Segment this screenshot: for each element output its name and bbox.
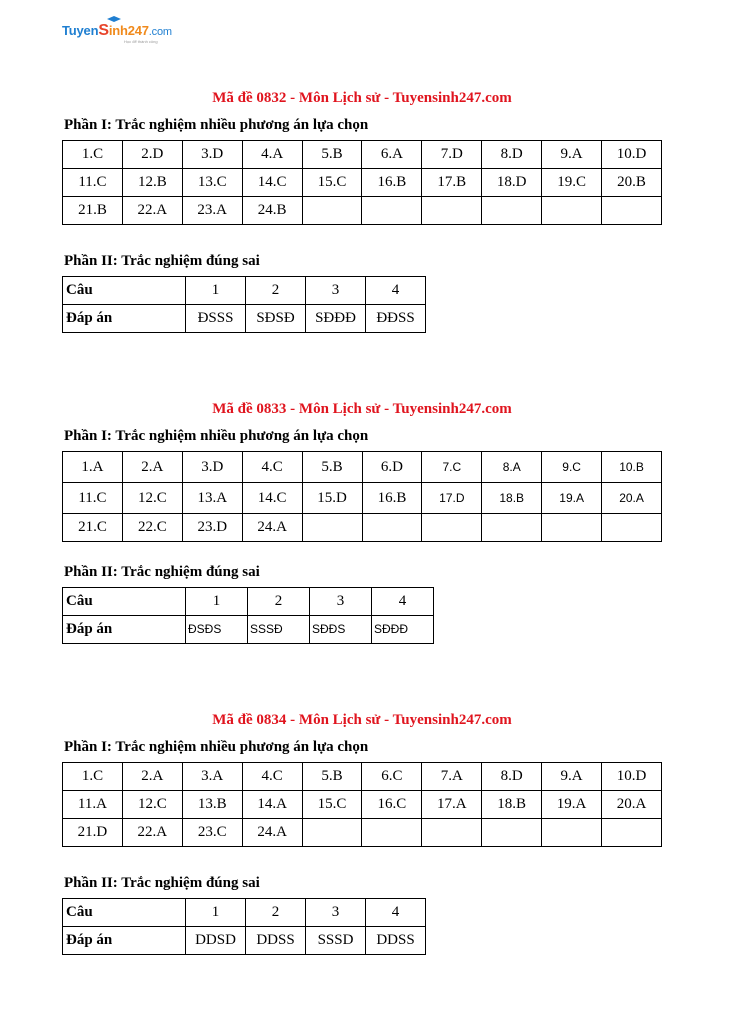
header-label-cell: Câu: [63, 588, 186, 616]
answer-cell: SĐĐS: [310, 616, 372, 644]
answer-cell: SĐSĐ: [246, 305, 306, 333]
answer-cell: 8.D: [482, 763, 542, 791]
question-number-cell: 3: [306, 899, 366, 927]
answer-cell: 19.C: [542, 169, 602, 197]
table-row: [63, 791, 662, 819]
answer-cell: 3.A: [182, 763, 242, 791]
answer-cell: 4.C: [242, 763, 302, 791]
multiple-choice-table: [62, 140, 662, 225]
part2-title: Phần II: Trắc nghiệm đúng sai: [64, 564, 260, 580]
answer-label-cell: Đáp án: [63, 305, 186, 333]
site-logo: [62, 18, 192, 44]
answer-cell: [542, 514, 602, 542]
answer-cell: [302, 819, 362, 847]
answer-cell: 20.A: [602, 483, 662, 514]
answer-cell: 9.C: [542, 452, 602, 483]
answer-cell: 8.A: [482, 452, 542, 483]
answer-cell: 11.C: [63, 483, 123, 514]
table-row: [63, 452, 662, 483]
answer-cell: 6.A: [362, 141, 422, 169]
answer-cell: 23.A: [182, 197, 242, 225]
answer-cell: 17.D: [422, 483, 482, 514]
answer-cell: 10.D: [602, 141, 662, 169]
table-row: [63, 197, 662, 225]
table-row: [63, 483, 662, 514]
part2-title: Phần II: Trắc nghiệm đúng sai: [64, 875, 260, 891]
answer-cell: 19.A: [542, 483, 602, 514]
answer-cell: SĐĐĐ: [372, 616, 434, 644]
answer-cell: 14.C: [242, 483, 302, 514]
answer-cell: 3.D: [182, 141, 242, 169]
answer-cell: [482, 197, 542, 225]
question-number-cell: 4: [372, 588, 434, 616]
answer-cell: 5.B: [302, 763, 362, 791]
answer-cell: 16.C: [362, 791, 422, 819]
answer-cell: 9.A: [542, 763, 602, 791]
answer-cell: 5.B: [302, 452, 362, 483]
answer-cell: 24.A: [242, 514, 302, 542]
answer-cell: 16.B: [362, 483, 422, 514]
answer-cell: 12.C: [122, 791, 182, 819]
answer-cell: [602, 819, 662, 847]
answer-cell: [602, 514, 662, 542]
answer-cell: 18.B: [482, 791, 542, 819]
answer-cell: 10.B: [602, 452, 662, 483]
part1-title: Phần I: Trắc nghiệm nhiều phương án lựa chọn: [64, 117, 369, 133]
answer-cell: [542, 197, 602, 225]
question-number-cell: 1: [186, 588, 248, 616]
table-row: [63, 141, 662, 169]
table-row: [63, 305, 426, 333]
answer-cell: 21.C: [63, 514, 123, 542]
table-row: [63, 927, 426, 955]
logo-tagline: Học để thành công: [124, 39, 158, 44]
table-row: [63, 514, 662, 542]
answer-cell: 7.A: [422, 763, 482, 791]
answer-cell: [422, 197, 482, 225]
question-number-cell: 4: [366, 899, 426, 927]
answer-cell: 1.C: [63, 763, 123, 791]
answer-cell: [542, 819, 602, 847]
answer-cell: 14.C: [242, 169, 302, 197]
question-number-cell: 2: [246, 277, 306, 305]
question-number-cell: 1: [186, 277, 246, 305]
exam-code-title: Mã đề 0834 - Môn Lịch sử - Tuyensinh247.com: [212, 712, 512, 728]
answer-cell: 22.A: [122, 819, 182, 847]
answer-cell: ĐĐSS: [366, 305, 426, 333]
answer-cell: 8.D: [482, 141, 542, 169]
answer-cell: 19.A: [542, 791, 602, 819]
answer-cell: 15.D: [302, 483, 362, 514]
answer-cell: [422, 819, 482, 847]
answer-cell: 7.D: [422, 141, 482, 169]
answer-cell: [302, 514, 362, 542]
part2-title: Phần II: Trắc nghiệm đúng sai: [64, 253, 260, 269]
answer-cell: 12.C: [122, 483, 182, 514]
answer-cell: 24.A: [242, 819, 302, 847]
answer-cell: [422, 514, 482, 542]
answer-cell: 1.C: [63, 141, 123, 169]
answer-cell: 22.C: [122, 514, 182, 542]
answer-cell: SSSĐ: [248, 616, 310, 644]
table-row: [63, 819, 662, 847]
question-number-cell: 2: [246, 899, 306, 927]
answer-cell: 14.A: [242, 791, 302, 819]
header-label-cell: Câu: [63, 899, 186, 927]
table-row: [63, 588, 434, 616]
answer-cell: 23.C: [182, 819, 242, 847]
answer-cell: [362, 197, 422, 225]
answer-cell: SĐĐĐ: [306, 305, 366, 333]
answer-cell: 2.A: [122, 763, 182, 791]
answer-cell: 17.A: [422, 791, 482, 819]
answer-cell: [482, 514, 542, 542]
logo-wordmark: TuyenSinh247.com: [62, 22, 172, 39]
answer-cell: [362, 819, 422, 847]
answer-cell: 9.A: [542, 141, 602, 169]
table-row: [63, 763, 662, 791]
answer-cell: 23.D: [182, 514, 242, 542]
answer-cell: 13.B: [182, 791, 242, 819]
answer-cell: [602, 197, 662, 225]
answer-cell: 5.B: [302, 141, 362, 169]
answer-cell: 3.D: [182, 452, 242, 483]
table-row: [63, 277, 426, 305]
answer-cell: ĐSĐS: [186, 616, 248, 644]
true-false-table: [62, 898, 426, 955]
answer-cell: 21.D: [63, 819, 123, 847]
answer-cell: 6.C: [362, 763, 422, 791]
true-false-table: [62, 587, 434, 644]
header-label-cell: Câu: [63, 277, 186, 305]
answer-cell: 11.C: [63, 169, 123, 197]
table-row: [63, 169, 662, 197]
question-number-cell: 3: [306, 277, 366, 305]
question-number-cell: 2: [248, 588, 310, 616]
answer-cell: 4.A: [242, 141, 302, 169]
answer-cell: 13.A: [182, 483, 242, 514]
question-number-cell: 3: [310, 588, 372, 616]
answer-cell: 2.A: [122, 452, 182, 483]
answer-cell: 22.A: [122, 197, 182, 225]
answer-label-cell: Đáp án: [63, 927, 186, 955]
answer-cell: 15.C: [302, 791, 362, 819]
answer-cell: [482, 819, 542, 847]
answer-label-cell: Đáp án: [63, 616, 186, 644]
answer-cell: 4.C: [242, 452, 302, 483]
answer-cell: [362, 514, 422, 542]
answer-cell: 18.B: [482, 483, 542, 514]
true-false-table: [62, 276, 426, 333]
table-row: [63, 616, 434, 644]
question-number-cell: 4: [366, 277, 426, 305]
answer-cell: DDSS: [366, 927, 426, 955]
answer-cell: 12.B: [122, 169, 182, 197]
answer-cell: 17.B: [422, 169, 482, 197]
answer-cell: 2.D: [122, 141, 182, 169]
multiple-choice-table: [62, 762, 662, 847]
question-number-cell: 1: [186, 899, 246, 927]
answer-cell: 11.A: [63, 791, 123, 819]
answer-cell: 6.D: [362, 452, 422, 483]
answer-cell: [302, 197, 362, 225]
answer-cell: DDSS: [246, 927, 306, 955]
answer-cell: DDSD: [186, 927, 246, 955]
answer-cell: 10.D: [602, 763, 662, 791]
multiple-choice-table: [62, 451, 662, 542]
exam-code-title: Mã đề 0833 - Môn Lịch sử - Tuyensinh247.com: [212, 401, 512, 417]
answer-cell: 15.C: [302, 169, 362, 197]
answer-cell: 20.B: [602, 169, 662, 197]
answer-cell: ĐSSS: [186, 305, 246, 333]
answer-cell: 16.B: [362, 169, 422, 197]
answer-cell: 24.B: [242, 197, 302, 225]
exam-code-title: Mã đề 0832 - Môn Lịch sử - Tuyensinh247.com: [212, 90, 512, 106]
answer-cell: 7.C: [422, 452, 482, 483]
answer-cell: 13.C: [182, 169, 242, 197]
part1-title: Phần I: Trắc nghiệm nhiều phương án lựa chọn: [64, 428, 369, 444]
table-row: [63, 899, 426, 927]
answer-cell: 18.D: [482, 169, 542, 197]
part1-title: Phần I: Trắc nghiệm nhiều phương án lựa chọn: [64, 739, 369, 755]
answer-cell: SSSD: [306, 927, 366, 955]
answer-cell: 20.A: [602, 791, 662, 819]
answer-cell: 21.B: [63, 197, 123, 225]
answer-cell: 1.A: [63, 452, 123, 483]
